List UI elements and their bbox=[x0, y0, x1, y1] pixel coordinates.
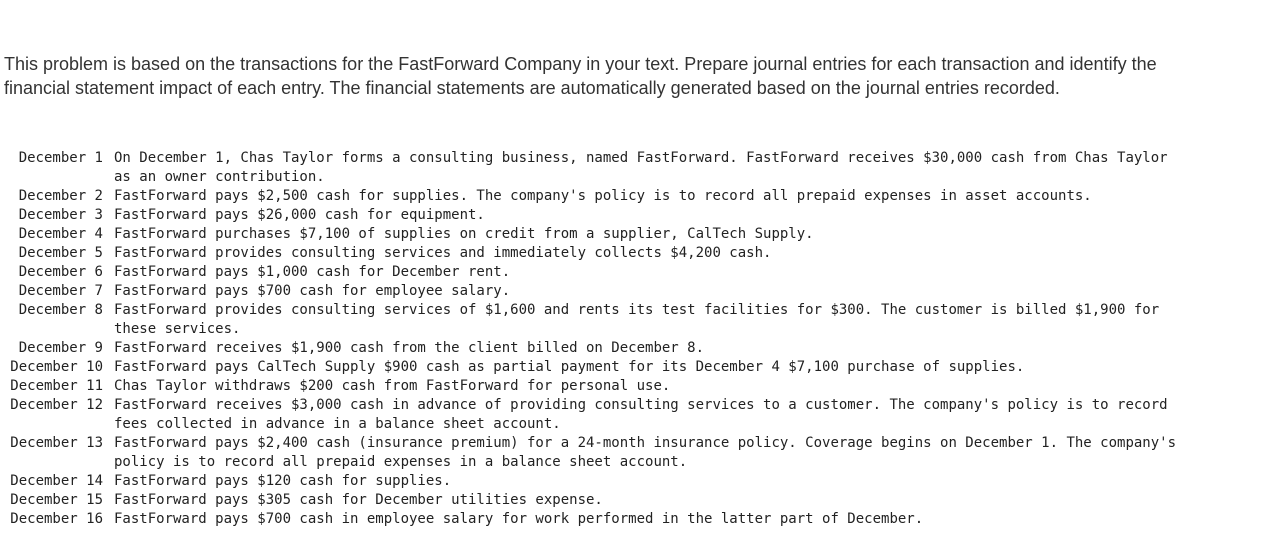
transaction-list bbox=[0, 149, 1189, 529]
transaction-row-dec-1 bbox=[0, 149, 1189, 187]
transaction-date: December 13 bbox=[10, 435, 103, 451]
transaction-row-dec-6 bbox=[0, 263, 1189, 282]
transaction-row-dec-10 bbox=[0, 358, 1189, 377]
transaction-date: December 2 bbox=[18, 188, 103, 204]
transaction-date: December 6 bbox=[18, 264, 103, 280]
transaction-date: December 15 bbox=[10, 492, 103, 508]
transaction-description: FastForward pays CalTech Supply $900 cash as partial payment for its December 4 $7,100 purchase of supplies. bbox=[114, 359, 1025, 375]
transaction-row-dec-5 bbox=[0, 244, 1189, 263]
transaction-date: December 12 bbox=[10, 397, 103, 413]
transaction-date: December 8 bbox=[18, 302, 103, 318]
transaction-date: December 16 bbox=[10, 511, 103, 527]
transaction-row-dec-2 bbox=[0, 187, 1189, 206]
transaction-date: December 3 bbox=[18, 207, 103, 223]
transaction-date: December 9 bbox=[18, 340, 103, 356]
transaction-date: December 11 bbox=[10, 378, 103, 394]
transaction-description: FastForward pays $120 cash for supplies. bbox=[114, 473, 452, 489]
transaction-description: FastForward purchases $7,100 of supplies on credit from a supplier, CalTech Supply. bbox=[114, 226, 814, 242]
transaction-row-dec-12 bbox=[0, 396, 1189, 434]
problem-instructions: This problem is based on the transactions for the FastForward Company in your text. Prepare journal entries for each transaction and identify the financial statement impact of each entry. The financial statements are automatically generated based on the journal entries recorded. bbox=[4, 54, 1157, 98]
transaction-description: On December 1, Chas Taylor forms a consulting business, named FastForward. FastForward receives $30,000 cash from Chas Taylor as an owner contribution. bbox=[114, 150, 1168, 185]
transaction-description: FastForward provides consulting services and immediately collects $4,200 cash. bbox=[114, 245, 772, 261]
transaction-row-dec-4 bbox=[0, 225, 1189, 244]
transaction-date: December 5 bbox=[18, 245, 103, 261]
transaction-row-dec-8 bbox=[0, 301, 1189, 339]
transaction-description: FastForward pays $26,000 cash for equipment. bbox=[114, 207, 485, 223]
transaction-row-dec-9 bbox=[0, 339, 1189, 358]
transaction-row-dec-7 bbox=[0, 282, 1189, 301]
transaction-date: December 7 bbox=[18, 283, 103, 299]
transaction-row-dec-15 bbox=[0, 491, 1189, 510]
transaction-date: December 10 bbox=[10, 359, 103, 375]
transaction-date: December 1 bbox=[18, 150, 103, 166]
transaction-description: FastForward pays $305 cash for December utilities expense. bbox=[114, 492, 603, 508]
transaction-row-dec-11 bbox=[0, 377, 1189, 396]
transaction-date: December 4 bbox=[18, 226, 103, 242]
transaction-description: Chas Taylor withdraws $200 cash from FastForward for personal use. bbox=[114, 378, 671, 394]
transaction-description: FastForward pays $700 cash in employee salary for work performed in the latter part of December. bbox=[114, 511, 924, 527]
transaction-description: FastForward provides consulting services of $1,600 and rents its test facilities for $300. The customer is billed $1,900 for these services. bbox=[114, 302, 1160, 337]
transaction-description: FastForward pays $700 cash for employee salary. bbox=[114, 283, 511, 299]
transaction-row-dec-13 bbox=[0, 434, 1189, 472]
transaction-description: FastForward pays $2,500 cash for supplies. The company's policy is to record all prepaid expenses in asset accounts. bbox=[114, 188, 1092, 204]
transaction-row-dec-3 bbox=[0, 206, 1189, 225]
transaction-description: FastForward receives $3,000 cash in advance of providing consulting services to a customer. The company's policy is to record fees collected in advance in a balance sheet account. bbox=[114, 397, 1168, 432]
transaction-date: December 14 bbox=[10, 473, 103, 489]
transaction-description: FastForward pays $1,000 cash for December rent. bbox=[114, 264, 511, 280]
transaction-description: FastForward receives $1,900 cash from the client billed on December 8. bbox=[114, 340, 705, 356]
transaction-row-dec-14 bbox=[0, 472, 1189, 491]
transaction-description: FastForward pays $2,400 cash (insurance premium) for a 24-month insurance policy. Coverage begins on December 1. The company's policy is to record all prepaid expenses in a balance sheet account. bbox=[114, 435, 1177, 470]
transaction-row-dec-16 bbox=[0, 510, 1189, 529]
